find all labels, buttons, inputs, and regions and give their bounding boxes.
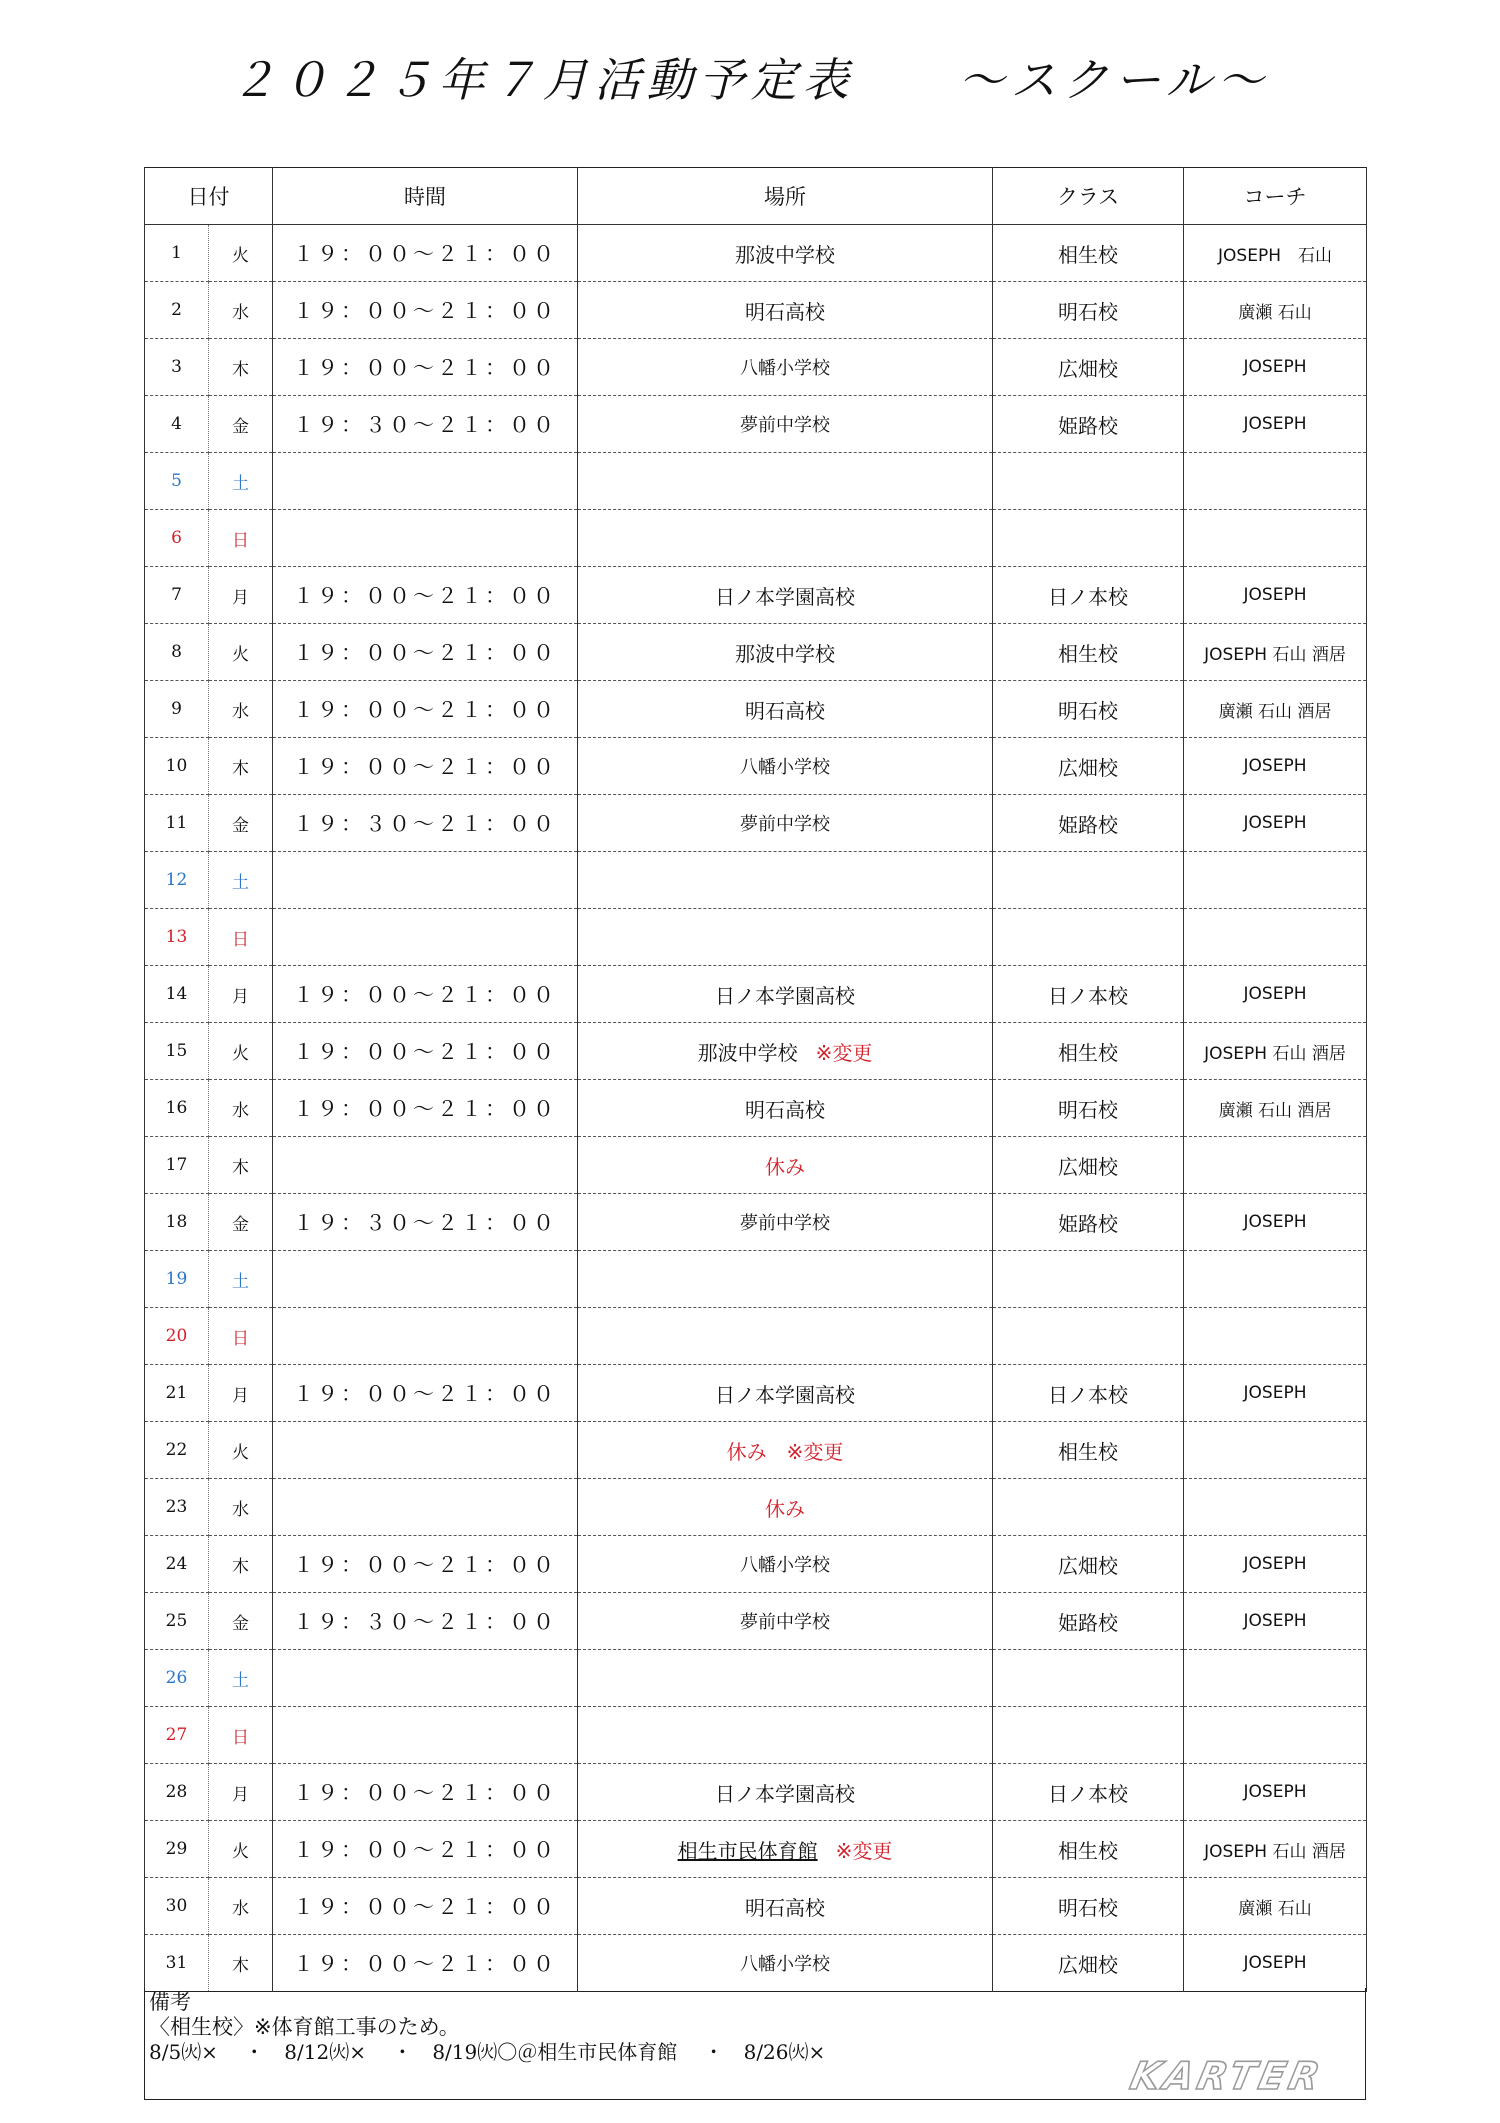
cell-class: 相生校 [993, 1422, 1184, 1479]
cell-class: 相生校 [993, 225, 1184, 282]
cell-coach: JOSEPH 石山 [1184, 225, 1367, 282]
cell-day: 28 [145, 1764, 209, 1821]
place-name: 那波中学校 [697, 1040, 798, 1065]
cell-day: 16 [145, 1080, 209, 1137]
cell-time [273, 1479, 578, 1536]
place-note: 休み [765, 1496, 805, 1521]
cell-class: 明石校 [993, 1080, 1184, 1137]
cell-time: １９：３０～２１：００ [273, 396, 578, 453]
cell-time [273, 852, 578, 909]
place-note: 休み [765, 1154, 805, 1179]
place-name: 日ノ本学園高校 [715, 1781, 855, 1806]
table-row [145, 1650, 1367, 1707]
cell-weekday: 火 [209, 1821, 273, 1878]
cell-weekday: 日 [209, 1707, 273, 1764]
cell-class [993, 909, 1184, 966]
table-row [145, 1194, 1367, 1251]
cell-time [273, 1707, 578, 1764]
cell-time: １９：００～２１：００ [273, 1878, 578, 1935]
cell-weekday: 日 [209, 1308, 273, 1365]
table-row [145, 852, 1367, 909]
place-name: 明石高校 [745, 698, 825, 723]
cell-day: 24 [145, 1536, 209, 1593]
place-note: ※変更 [815, 1040, 873, 1065]
cell-class [993, 510, 1184, 567]
cell-time: １９：００～２１：００ [273, 1764, 578, 1821]
cell-place [578, 852, 993, 909]
cell-time: １９：００～２１：００ [273, 1365, 578, 1422]
cell-day: 26 [145, 1650, 209, 1707]
header-place: 場所 [578, 168, 993, 225]
page-title: ２０２５年７月活動予定表 ～スクール～ [230, 53, 1270, 107]
cell-weekday: 月 [209, 567, 273, 624]
cell-weekday: 木 [209, 1137, 273, 1194]
cell-time: １９：００～２１：００ [273, 225, 578, 282]
cell-time [273, 510, 578, 567]
cell-time [273, 1137, 578, 1194]
cell-coach: JOSEPH 石山 酒居 [1184, 624, 1367, 681]
table-row [145, 1251, 1367, 1308]
cell-weekday: 土 [209, 1650, 273, 1707]
cell-coach: JOSEPH 石山 酒居 [1184, 1023, 1367, 1080]
cell-day: 8 [145, 624, 209, 681]
cell-class: 相生校 [993, 1023, 1184, 1080]
cell-coach [1184, 1479, 1367, 1536]
cell-class: 明石校 [993, 681, 1184, 738]
table-row [145, 1422, 1367, 1479]
cell-day: 21 [145, 1365, 209, 1422]
cell-class: 日ノ本校 [993, 567, 1184, 624]
cell-time: １９：００～２１：００ [273, 282, 578, 339]
cell-day: 2 [145, 282, 209, 339]
place-name: 明石高校 [745, 1895, 825, 1920]
place-name: 八幡小学校 [740, 757, 830, 778]
cell-place [578, 624, 993, 681]
cell-place [578, 966, 993, 1023]
place-name: 夢前中学校 [740, 415, 830, 436]
cell-class: 相生校 [993, 624, 1184, 681]
header-class: クラス [993, 168, 1184, 225]
place-name: 夢前中学校 [740, 1213, 830, 1234]
cell-coach [1184, 1308, 1367, 1365]
cell-place [578, 282, 993, 339]
cell-coach: 廣瀬 石山 [1184, 1878, 1367, 1935]
cell-coach: 廣瀬 石山 [1184, 282, 1367, 339]
cell-weekday: 日 [209, 510, 273, 567]
cell-time: １９：００～２１：００ [273, 339, 578, 396]
cell-class [993, 453, 1184, 510]
cell-place [578, 1365, 993, 1422]
cell-weekday: 水 [209, 1080, 273, 1137]
cell-place [578, 396, 993, 453]
header-date: 日付 [145, 168, 273, 225]
place-name: 夢前中学校 [740, 1612, 830, 1633]
cell-weekday: 水 [209, 1878, 273, 1935]
karter-logo: KARTER [1126, 2054, 1328, 2098]
cell-time: １９：００～２１：００ [273, 1935, 578, 1992]
cell-class: 姫路校 [993, 1194, 1184, 1251]
cell-coach [1184, 1650, 1367, 1707]
cell-day: 31 [145, 1935, 209, 1992]
cell-class: 相生校 [993, 1821, 1184, 1878]
cell-coach [1184, 1251, 1367, 1308]
cell-weekday: 金 [209, 1593, 273, 1650]
cell-day: 11 [145, 795, 209, 852]
cell-place [578, 1764, 993, 1821]
table-row [145, 624, 1367, 681]
cell-time: １９：００～２１：００ [273, 966, 578, 1023]
cell-day: 23 [145, 1479, 209, 1536]
table-row [145, 1536, 1367, 1593]
cell-coach [1184, 453, 1367, 510]
cell-day: 6 [145, 510, 209, 567]
schedule-body [145, 225, 1367, 1992]
cell-day: 9 [145, 681, 209, 738]
cell-coach: 廣瀬 石山 酒居 [1184, 1080, 1367, 1137]
cell-coach [1184, 1422, 1367, 1479]
cell-weekday: 水 [209, 282, 273, 339]
cell-weekday: 木 [209, 738, 273, 795]
cell-weekday: 火 [209, 1023, 273, 1080]
cell-coach: JOSEPH [1184, 795, 1367, 852]
place-name: 日ノ本学園高校 [715, 983, 855, 1008]
table-row [145, 453, 1367, 510]
cell-place [578, 1878, 993, 1935]
cell-place [578, 1137, 993, 1194]
cell-time [273, 453, 578, 510]
cell-place [578, 453, 993, 510]
cell-day: 30 [145, 1878, 209, 1935]
table-row [145, 1308, 1367, 1365]
cell-day: 12 [145, 852, 209, 909]
table-row [145, 282, 1367, 339]
table-row [145, 396, 1367, 453]
cell-coach: JOSEPH [1184, 1536, 1367, 1593]
cell-place [578, 1194, 993, 1251]
table-row [145, 1707, 1367, 1764]
place-name: 明石高校 [745, 299, 825, 324]
table-row [145, 1479, 1367, 1536]
table-row [145, 1593, 1367, 1650]
cell-place [578, 795, 993, 852]
cell-coach: JOSEPH [1184, 567, 1367, 624]
cell-place [578, 1707, 993, 1764]
cell-coach: JOSEPH [1184, 966, 1367, 1023]
cell-coach [1184, 1137, 1367, 1194]
cell-place [578, 1935, 993, 1992]
cell-place [578, 1308, 993, 1365]
place-name: 日ノ本学園高校 [715, 584, 855, 609]
cell-time: １９：３０～２１：００ [273, 1194, 578, 1251]
cell-class [993, 1479, 1184, 1536]
cell-day: 10 [145, 738, 209, 795]
schedule-table [144, 167, 1367, 1992]
cell-place [578, 1479, 993, 1536]
table-row [145, 1365, 1367, 1422]
cell-coach: JOSEPH [1184, 738, 1367, 795]
place-name: 相生市民体育館 [677, 1838, 818, 1863]
cell-class: 姫路校 [993, 396, 1184, 453]
cell-coach: JOSEPH [1184, 1593, 1367, 1650]
cell-time: １９：３０～２１：００ [273, 795, 578, 852]
table-row [145, 1821, 1367, 1878]
cell-coach: JOSEPH [1184, 339, 1367, 396]
cell-time: １９：００～２１：００ [273, 681, 578, 738]
remarks-line-1: 〈相生校〉※体育館工事のため。 [149, 2015, 460, 2039]
table-row [145, 1764, 1367, 1821]
cell-day: 4 [145, 396, 209, 453]
cell-place [578, 1023, 993, 1080]
table-row [145, 1878, 1367, 1935]
place-note: ※変更 [835, 1838, 893, 1863]
table-row [145, 1935, 1367, 1992]
cell-place [578, 1080, 993, 1137]
place-name: 那波中学校 [735, 242, 835, 267]
cell-class: 広畑校 [993, 1935, 1184, 1992]
cell-time [273, 1251, 578, 1308]
cell-weekday: 土 [209, 852, 273, 909]
cell-coach [1184, 852, 1367, 909]
cell-time: １９：００～２１：００ [273, 738, 578, 795]
remarks-heading: 備考 [149, 1990, 191, 2014]
table-row [145, 1137, 1367, 1194]
cell-coach: JOSEPH [1184, 1194, 1367, 1251]
cell-place [578, 1536, 993, 1593]
place-note: 休み ※変更 [726, 1439, 844, 1464]
cell-time [273, 1422, 578, 1479]
cell-day: 5 [145, 453, 209, 510]
cell-coach [1184, 1707, 1367, 1764]
cell-place [578, 1422, 993, 1479]
cell-coach: JOSEPH [1184, 396, 1367, 453]
cell-weekday: 木 [209, 1935, 273, 1992]
table-row [145, 339, 1367, 396]
cell-weekday: 火 [209, 624, 273, 681]
cell-time: １９：００～２１：００ [273, 567, 578, 624]
cell-class: 明石校 [993, 1878, 1184, 1935]
cell-day: 20 [145, 1308, 209, 1365]
cell-day: 14 [145, 966, 209, 1023]
cell-weekday: 土 [209, 453, 273, 510]
cell-class [993, 852, 1184, 909]
cell-class: 日ノ本校 [993, 1764, 1184, 1821]
cell-class [993, 1308, 1184, 1365]
cell-place [578, 1821, 993, 1878]
cell-day: 18 [145, 1194, 209, 1251]
cell-class: 広畑校 [993, 339, 1184, 396]
cell-class: 広畑校 [993, 738, 1184, 795]
cell-weekday: 火 [209, 225, 273, 282]
cell-place [578, 510, 993, 567]
cell-class: 明石校 [993, 282, 1184, 339]
cell-weekday: 月 [209, 966, 273, 1023]
cell-time [273, 1650, 578, 1707]
cell-class: 日ノ本校 [993, 1365, 1184, 1422]
cell-weekday: 日 [209, 909, 273, 966]
place-name: 八幡小学校 [740, 1555, 830, 1576]
table-row [145, 510, 1367, 567]
cell-class: 姫路校 [993, 1593, 1184, 1650]
cell-weekday: 月 [209, 1365, 273, 1422]
cell-day: 22 [145, 1422, 209, 1479]
cell-coach [1184, 510, 1367, 567]
cell-place [578, 909, 993, 966]
cell-place [578, 681, 993, 738]
cell-time: １９：００～２１：００ [273, 1080, 578, 1137]
cell-weekday: 火 [209, 1422, 273, 1479]
remarks-box [144, 1988, 1366, 2100]
table-row [145, 567, 1367, 624]
cell-coach [1184, 909, 1367, 966]
cell-time: １９：３０～２１：００ [273, 1593, 578, 1650]
place-name: 日ノ本学園高校 [715, 1382, 855, 1407]
table-row [145, 795, 1367, 852]
cell-weekday: 土 [209, 1251, 273, 1308]
cell-day: 19 [145, 1251, 209, 1308]
cell-day: 25 [145, 1593, 209, 1650]
cell-time: １９：００～２１：００ [273, 1536, 578, 1593]
cell-day: 1 [145, 225, 209, 282]
cell-weekday: 木 [209, 339, 273, 396]
cell-day: 27 [145, 1707, 209, 1764]
place-name: 八幡小学校 [740, 1954, 830, 1975]
table-row [145, 681, 1367, 738]
cell-class: 広畑校 [993, 1137, 1184, 1194]
cell-weekday: 水 [209, 1479, 273, 1536]
table-row [145, 966, 1367, 1023]
cell-class [993, 1251, 1184, 1308]
cell-day: 13 [145, 909, 209, 966]
place-name: 那波中学校 [735, 641, 835, 666]
cell-day: 29 [145, 1821, 209, 1878]
cell-weekday: 月 [209, 1764, 273, 1821]
cell-place [578, 225, 993, 282]
table-row [145, 738, 1367, 795]
cell-coach: JOSEPH [1184, 1935, 1367, 1992]
cell-time: １９：００～２１：００ [273, 624, 578, 681]
cell-time [273, 909, 578, 966]
table-row [145, 1080, 1367, 1137]
place-name: 八幡小学校 [740, 358, 830, 379]
cell-place [578, 1593, 993, 1650]
cell-place [578, 339, 993, 396]
cell-day: 15 [145, 1023, 209, 1080]
cell-coach: JOSEPH 石山 酒居 [1184, 1821, 1367, 1878]
cell-day: 3 [145, 339, 209, 396]
cell-class [993, 1650, 1184, 1707]
place-name: 明石高校 [745, 1097, 825, 1122]
cell-weekday: 金 [209, 1194, 273, 1251]
place-name: 夢前中学校 [740, 814, 830, 835]
cell-weekday: 水 [209, 681, 273, 738]
cell-class: 姫路校 [993, 795, 1184, 852]
cell-place [578, 738, 993, 795]
remarks-line-2: 8/5㈫× ・ 8/12㈫× ・ 8/19㈫〇＠相生市民体育館 ・ 8/26㈫× [149, 2040, 826, 2064]
cell-class: 広畑校 [993, 1536, 1184, 1593]
header-row [145, 168, 1367, 225]
cell-place [578, 1251, 993, 1308]
cell-day: 17 [145, 1137, 209, 1194]
cell-weekday: 木 [209, 1536, 273, 1593]
header-time: 時間 [273, 168, 578, 225]
cell-coach: JOSEPH [1184, 1764, 1367, 1821]
header-coach: コーチ [1184, 168, 1367, 225]
cell-class: 日ノ本校 [993, 966, 1184, 1023]
cell-day: 7 [145, 567, 209, 624]
cell-coach: JOSEPH [1184, 1365, 1367, 1422]
cell-class [993, 1707, 1184, 1764]
table-row [145, 909, 1367, 966]
cell-coach: 廣瀬 石山 酒居 [1184, 681, 1367, 738]
table-row [145, 1023, 1367, 1080]
cell-time [273, 1308, 578, 1365]
cell-time: １９：００～２１：００ [273, 1023, 578, 1080]
cell-weekday: 金 [209, 396, 273, 453]
cell-place [578, 1650, 993, 1707]
cell-place [578, 567, 993, 624]
cell-weekday: 金 [209, 795, 273, 852]
table-row [145, 225, 1367, 282]
cell-time: １９：００～２１：００ [273, 1821, 578, 1878]
